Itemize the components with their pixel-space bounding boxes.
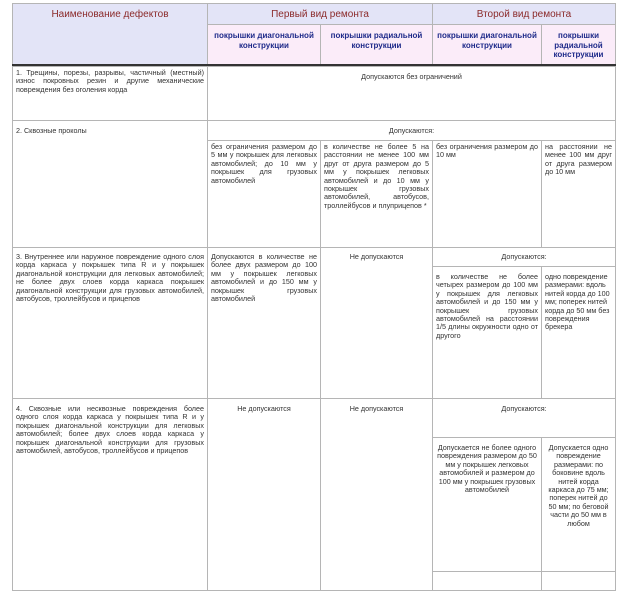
row4-defect: 4. Сквозные или несквозные повреждения более одного слоя корда каркаса у покрышек типа R и у покрышек диагональной конструкции для легковых автомобилей; более двух слоев корда каркаса у покрышек диагональной конструкции для грузовых автомобилей, автобусов, троллейбусов и прицепов xyxy=(12,398,208,591)
row2-r2-diagonal: без ограничения размером до 10 мм xyxy=(432,140,542,248)
header-r1-diagonal: покрышки диагональной конструкции xyxy=(207,24,321,65)
row2-all: Допускаются: xyxy=(207,120,616,141)
row4-r1-radial: Не допускаются xyxy=(320,398,433,591)
row1-all: Допускаются без ограничений xyxy=(207,66,616,121)
header-repair-2: Второй вид ремонта xyxy=(432,3,616,25)
row2-r2-radial: на расстоянии не менее 100 мм друг от друга размером до 10 мм xyxy=(541,140,616,248)
row3-defect: 3. Внутреннее или наружное повреждение одного слоя корда каркаса у покрышек типа R и у покрышек диагональной конструкции для легковых автомобилей; не более двух слоев корда каркаса покрышек диагональной конструкции для грузовых автомобилей, автобусов, троллейбусов и прицепов xyxy=(12,247,208,399)
header-r2-diagonal: покрышки диагональной конструкции xyxy=(432,24,542,65)
row2-r1-radial: в количестве не более 5 на расстоянии не менее 100 мм друг от друга размером до 5 мм у покрышек легковых автомобилей и до 10 мм у покрышек грузовых автомобилей, автобусов, троллейбусов и плуприцепов * xyxy=(320,140,433,248)
header-r2-radial: покрышки радиальной конструкции xyxy=(541,24,616,65)
row4-r2-diagonal: Допускается не более одного повреждения размером до 50 мм у покрышек легковых автомобилей и размером до 100 мм у покрышек грузовых автомобилей xyxy=(432,437,542,572)
row4-r2-radial: Допускается одно повреждение размерами: по боковине вдоль нитей корда каркаса до 75 мм; поперек нитей до 50 мм; по беговой части до 50 мм в любом xyxy=(541,437,616,572)
row2-defect: 2. Сквозные проколы xyxy=(12,120,208,248)
row1-defect: 1. Трещины, порезы, разрывы, частичный (местный) износ покровных резин и другие механические повреждения без оголения корда xyxy=(12,66,208,121)
row2-r1-diagonal: без ограничения размером до 5 мм у покрышек для легковых автомобилей; до 10 мм у покрышек для грузовых автомобилей xyxy=(207,140,321,248)
row3-r1-diagonal: Допускаются в количестве не более двух размером до 100 мм у покрышек легковых автомобилей и до 150 мм у покрышек грузовых автомобилей xyxy=(207,247,321,399)
header-defects: Наименование дефектов xyxy=(12,3,208,65)
header-r1-radial: покрышки радиальной конструкции xyxy=(320,24,433,65)
row3-r2-diagonal: в количестве не более четырех размером до 100 мм у покрышек для легковых автомобилей и до 150 мм у покрышек грузовых автомобилей на расстоянии 1/5 длины окружности одно от другого xyxy=(432,266,542,399)
header-repair-1: Первый вид ремонта xyxy=(207,3,433,25)
row3-r2-all: Допускаются: xyxy=(432,247,616,267)
row4-r2-diagonal-empty xyxy=(432,571,542,591)
row4-r2-all: Допускаются: xyxy=(432,398,616,438)
row3-r2-radial: одно повреждение размерами: вдоль нитей корда до 100 мм; поперек нитей корда до 50 мм без повреждения брекера xyxy=(541,266,616,399)
row4-r1-diagonal: Не допускаются xyxy=(207,398,321,591)
row3-r1-radial: Не допускаются xyxy=(320,247,433,399)
row4-r2-radial-empty xyxy=(541,571,616,591)
